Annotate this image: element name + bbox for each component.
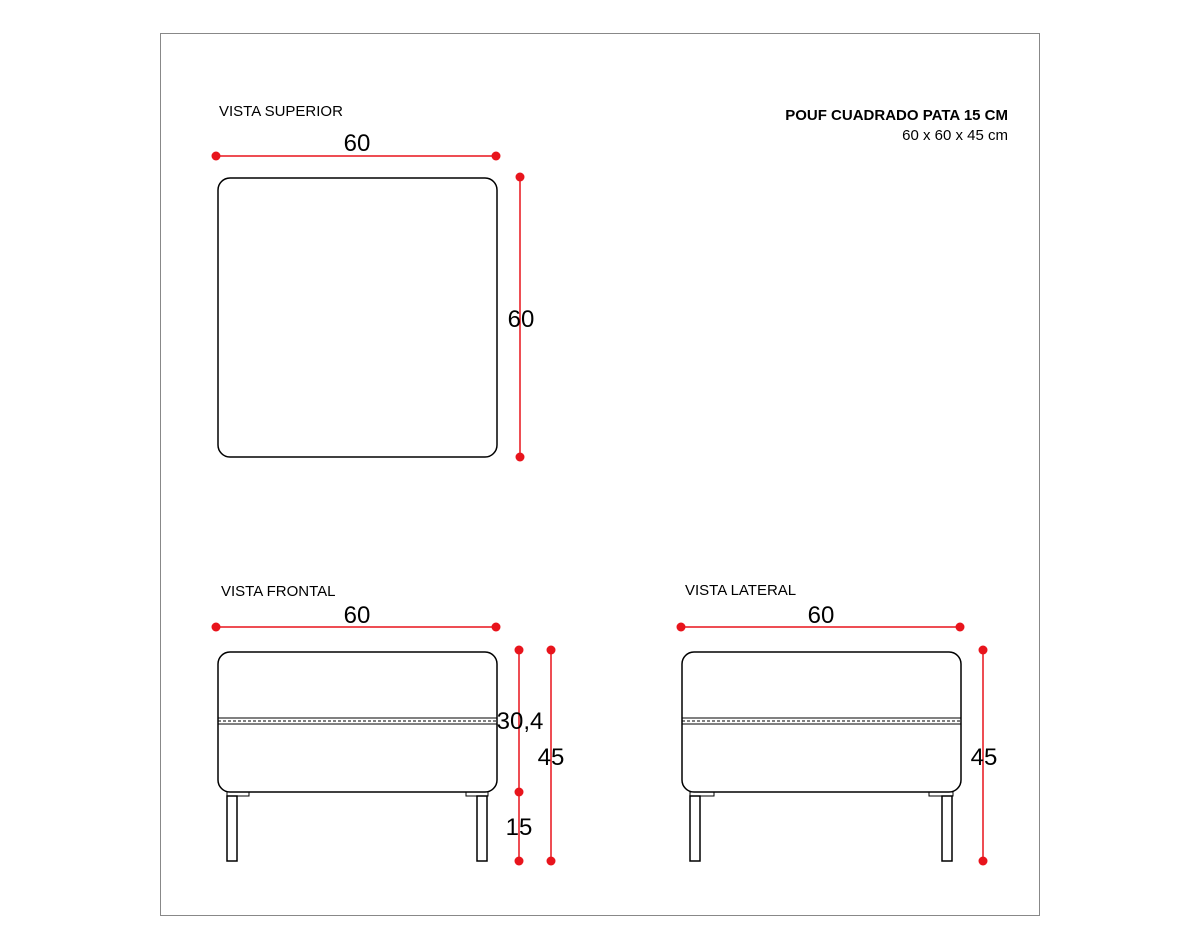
- side-leg-left: [690, 796, 700, 861]
- top-view-label: VISTA SUPERIOR: [219, 103, 343, 120]
- top-depth-value: 60: [507, 306, 535, 333]
- pouf-top-outline: [218, 178, 497, 457]
- side-total-height-value: 45: [970, 744, 998, 771]
- front-seat-height-dimension: [497, 646, 544, 866]
- front-width-dimension: [212, 602, 501, 632]
- sheet-frame: [161, 34, 1040, 916]
- side-width-value: 60: [807, 602, 835, 629]
- front-width-value: 60: [343, 602, 371, 629]
- front-leg-height-value: 15: [505, 814, 533, 841]
- pouf-front-body: [218, 652, 497, 792]
- front-leg-left: [227, 796, 237, 861]
- top-view: [212, 103, 535, 462]
- side-view-label: VISTA LATERAL: [685, 582, 797, 599]
- side-leg-right: [942, 796, 952, 861]
- front-view: [212, 583, 565, 866]
- side-view: [677, 582, 998, 866]
- product-title: POUF CUADRADO PATA 15 CM: [785, 107, 1008, 124]
- front-seat-height-value: 30,4: [496, 708, 544, 735]
- top-width-dimension: [212, 130, 501, 161]
- product-dimensions: 60 x 60 x 45 cm: [902, 127, 1008, 144]
- side-width-dimension: [677, 602, 965, 632]
- pouf-side-body: [682, 652, 961, 792]
- side-total-height-dimension: [971, 646, 998, 866]
- front-total-height-value: 45: [537, 744, 565, 771]
- front-leg-right: [477, 796, 487, 861]
- top-width-value: 60: [343, 130, 371, 157]
- front-view-label: VISTA FRONTAL: [221, 583, 336, 600]
- top-depth-dimension: [508, 173, 535, 462]
- front-total-height-dimension: [538, 646, 565, 866]
